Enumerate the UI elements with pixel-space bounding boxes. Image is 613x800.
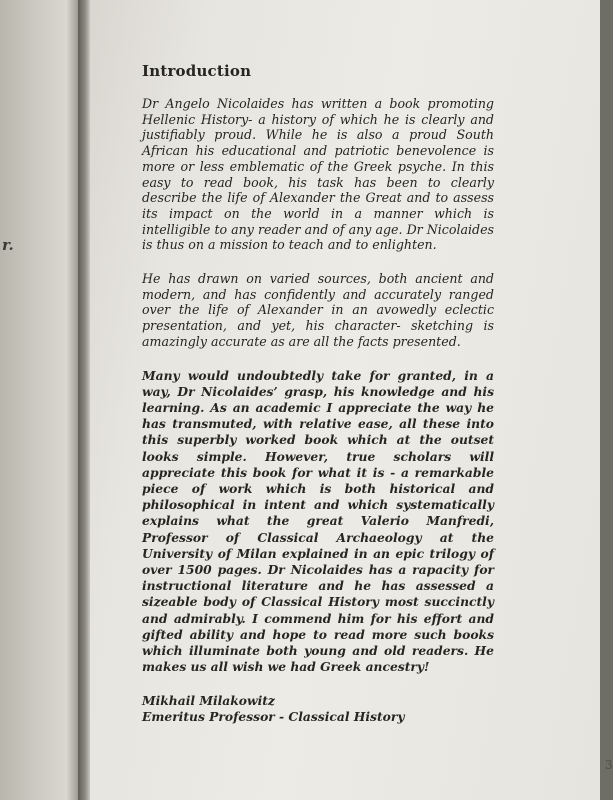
right-page <box>90 0 613 800</box>
page-number: 3 <box>605 758 613 772</box>
signature-role: Emeritus Professor - Classical History <box>142 709 405 725</box>
signature-block <box>142 693 494 725</box>
left-page <box>0 0 78 800</box>
signature-name: Mikhail Milakowitz <box>142 693 275 709</box>
introduction-paragraph-2: He has drawn on varied sources, both ancient and modern, and has confidently and accurately ranged over the life of Alexander in an avowedly eclectic presentation, and yet, his character- sketching is amazingly accurate as are all the facts presented. <box>142 271 494 349</box>
book-gutter <box>78 0 90 800</box>
page-content <box>142 62 494 725</box>
introduction-paragraph-3: Many would undoubtedly take for granted, in a way, Dr Nicolaides’ grasp, his knowledge and his learning. As an academic I appreciate the way he has transmuted, with relative ease, all these into this superbly worked book which at the outset looks simple. However, true scholars will appreciate this book for what it is - a remarkable piece of work which is both historical and philosophical in intent and which systematically explains what the great Valerio Manfredi, Professor of Classical Archaeology at the University of Milan explained in an epic trilogy of over 1500 pages. Dr Nicolaides has a rapacity for instructional literature and he has assessed a sizeable body of Classical History most succinctly and admirably. I commend him for his effort and gifted ability and hope to read more such books which illuminate both young and old readers. He makes us all wish we had Greek ancestry! <box>142 367 494 675</box>
introduction-paragraph-1: Dr Angelo Nicolaides has written a book promoting Hellenic History- a history of which he is clearly and justifiably proud. While he is also a proud South African his educational and patriotic benevolence is more or less emblematic of the Greek psyche. In this easy to read book, his task has been to clearly describe the life of Alexander the Great and to assess its impact on the world in a manner which is intelligible to any reader and of any age. Dr Nicolaides is thus on a mission to teach and to enlighten. <box>142 96 494 253</box>
left-page-text-fragment: r. <box>2 236 14 254</box>
page-title: Introduction <box>142 62 252 80</box>
